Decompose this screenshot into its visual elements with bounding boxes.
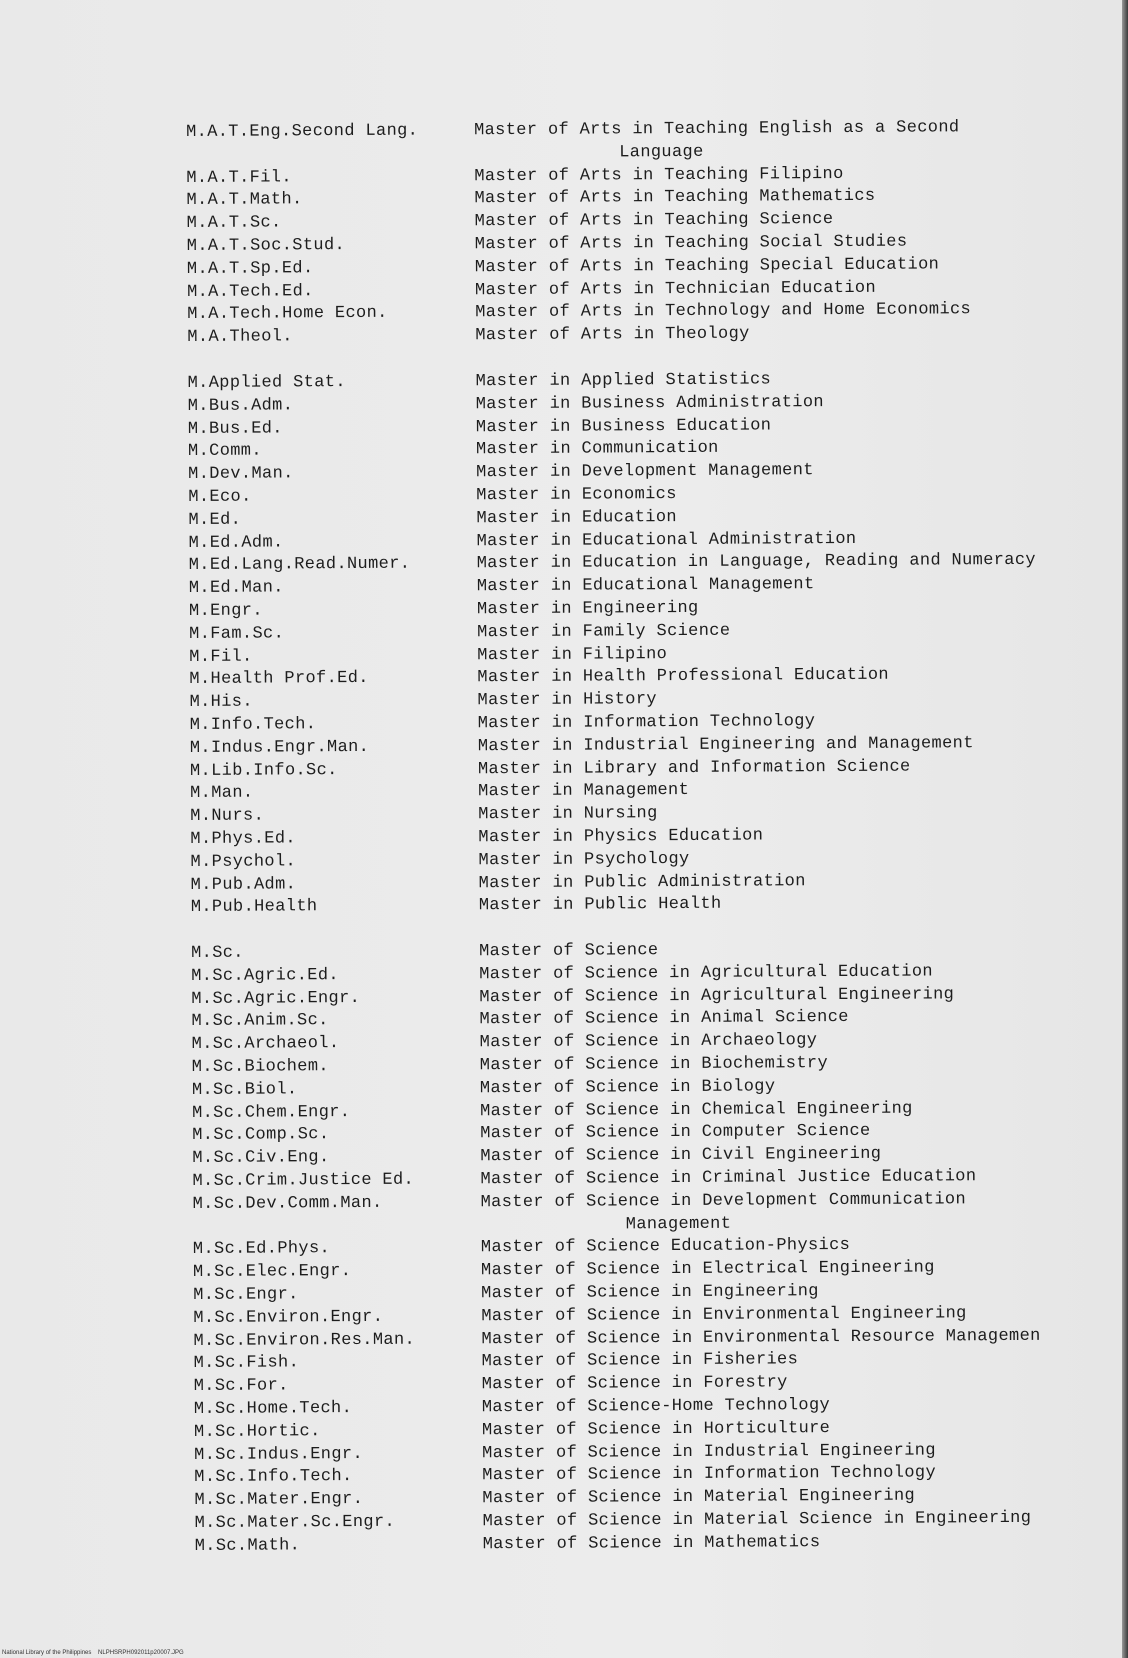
abbreviation: M.Sc.Ed.Phys.: [192, 1239, 331, 1260]
abbreviation: M.A.Tech.Ed.: [186, 281, 314, 302]
entry-group: [191, 937, 1128, 1558]
full-title-line: Master in Information Technology: [477, 712, 816, 734]
abbreviation: M.Sc.Agric.Ed.: [191, 965, 340, 986]
full-title-line: Master in Health Professional Education: [477, 666, 889, 688]
full-title-line: Master in Physics Education: [478, 826, 764, 848]
full-title-line: Master of Arts in Technology and Home Economics: [475, 300, 972, 323]
full-title-line: Master of Science: [479, 941, 659, 962]
full-title-line: Master in Development Management: [476, 461, 814, 483]
entry-row: [191, 892, 1127, 921]
full-title-line: Master of Science in Environmental Engineering: [481, 1304, 967, 1327]
full-title-line: Master in Business Education: [475, 415, 772, 437]
abbreviation: M.Ed.: [188, 510, 242, 530]
full-title: [474, 116, 1122, 166]
abbreviation: M.A.T.Eng.Second Lang.: [186, 121, 419, 142]
full-title-line: Master of Science in Industrial Engineering: [482, 1441, 936, 1463]
abbreviation: M.Sc.Agric.Engr.: [191, 988, 361, 1009]
abbreviation: M.Sc.Biol.: [191, 1080, 298, 1100]
full-title-line: Master of Arts in Teaching Social Studies: [474, 232, 908, 255]
full-title-line: Master of Arts in Teaching Filipino: [474, 164, 844, 186]
abbreviation: M.A.T.Fil.: [186, 167, 292, 188]
abbreviation: M.Ed.Man.: [188, 578, 284, 599]
abbreviation: M.A.Theol.: [187, 327, 293, 348]
abbreviation: M.Ed.Adm.: [188, 532, 284, 553]
abbreviation: M.Sc.Biochem.: [191, 1057, 330, 1078]
abbreviation: M.Sc.Crim.Justice Ed.: [192, 1170, 415, 1192]
entry-group: [188, 367, 1127, 920]
full-title: [483, 1530, 1128, 1557]
full-title-line: Master of Science-Home Technology: [481, 1396, 831, 1418]
full-title-line: Master of Science in Forestry: [481, 1373, 788, 1395]
abbreviation: M.Fam.Sc.: [189, 624, 285, 644]
abbreviation: M.Bus.Adm.: [187, 396, 294, 416]
full-title-line: Master of Science in Environmental Resource Managemen: [481, 1326, 1041, 1349]
full-title-line: Master in Applied Statistics: [475, 370, 772, 392]
abbreviation: M.Sc.: [191, 943, 244, 964]
abbreviation: M.Sc.Mater.Engr.: [194, 1490, 364, 1511]
full-title-line: Master of Science in Fisheries: [481, 1350, 799, 1372]
full-title-line: Master of Science in Material Engineering: [482, 1486, 916, 1509]
abbreviation: M.A.T.Math.: [186, 190, 303, 211]
abbreviation: M.Sc.Mater.Sc.Engr.: [194, 1512, 396, 1533]
full-title-line: Master in Public Administration: [478, 871, 806, 893]
abbreviation: M.Psychol.: [190, 852, 297, 872]
full-title-line: Master of Arts in Teaching Science: [474, 210, 834, 232]
full-title-line: Master of Science in Agricultural Engineering: [479, 985, 955, 1007]
full-title-line: Master in Management: [478, 781, 690, 802]
abbreviation: M.Lib.Info.Sc.: [189, 760, 338, 781]
abbreviation: M.Sc.Fish.: [193, 1353, 300, 1374]
full-title-line: Master of Science in Material Science in Engineering: [482, 1508, 1032, 1532]
entry-row: [186, 116, 1122, 167]
full-title-line: Master in Engineering: [476, 598, 699, 620]
full-title-line: Master in Economics: [476, 484, 677, 506]
abbreviation: M.Sc.For.: [193, 1376, 289, 1397]
full-title-line: Master in Public Health: [478, 895, 722, 916]
full-title-line: Master in Filipino: [477, 644, 668, 665]
full-title-line: Master of Science in Mathematics: [482, 1532, 821, 1555]
page-edge-shadow: [1122, 0, 1128, 1658]
scan-footer: National Library of the Philippines NLPHSRPH092011p20007.JPG: [2, 1650, 184, 1656]
full-title-line: Master in Psychology: [478, 849, 690, 870]
full-title-line: Master of Science in Animal Science: [479, 1008, 849, 1030]
abbreviation: M.Sc.Home.Tech.: [193, 1399, 353, 1420]
abbreviation: M.Comm.: [187, 441, 262, 462]
full-title-line: Master of Science in Electrical Engineering: [480, 1258, 935, 1281]
abbreviation: M.Pub.Health: [190, 897, 318, 918]
full-title-line: Master of Arts in Teaching English as a Second: [474, 118, 960, 141]
full-title-line: Master of Science in Civil Engineering: [480, 1145, 882, 1167]
full-title-line: Master of Science in Chemical Engineering: [479, 1099, 913, 1121]
abbreviation: M.Sc.Elec.Engr.: [192, 1262, 352, 1283]
full-title-line: Master in Communication: [475, 439, 719, 460]
abbreviation: M.Eco.: [188, 487, 252, 507]
abbreviation: M.Health Prof.Ed.: [189, 669, 369, 690]
abbreviation: M.Sc.Environ.Engr.: [193, 1307, 384, 1328]
abbreviation: M.Sc.Comp.Sc.: [192, 1125, 330, 1146]
abbreviation: M.Sc.Civ.Eng.: [192, 1148, 330, 1169]
full-title-line: Master of Science in Biology: [479, 1077, 776, 1099]
entry-row: [195, 1530, 1128, 1559]
abbreviation: M.Sc.Anim.Sc.: [191, 1011, 329, 1032]
abbreviation: M.Applied Stat.: [187, 372, 346, 393]
full-title-line: Master in Family Science: [477, 621, 731, 642]
abbreviation: M.Bus.Ed.: [187, 418, 283, 439]
full-title-line: Master of Science in Information Technology: [482, 1463, 937, 1486]
full-title-line: Master in Industrial Engineering and Management: [477, 733, 974, 756]
abbreviation: M.Ed.Lang.Read.Numer.: [188, 554, 411, 576]
full-title-continuation: Language: [619, 142, 704, 163]
abbreviation: M.Info.Tech.: [189, 715, 317, 735]
entry-row: [187, 321, 1123, 350]
full-title-line: Master in Education in Language, Reading and Numeracy: [476, 551, 1037, 574]
abbreviation: M.A.Tech.Home Econ.: [187, 304, 388, 325]
full-title-line: Master in History: [477, 690, 657, 711]
abbreviation: M.Sc.Info.Tech.: [194, 1467, 353, 1488]
abbreviation: M.Nurs.: [190, 806, 265, 827]
abbreviation: M.Sc.Indus.Engr.: [194, 1444, 364, 1465]
full-title-line: Master of Science in Agricultural Education: [479, 962, 933, 985]
entry-group: [186, 116, 1123, 350]
abbreviation: M.Indus.Engr.Man.: [189, 737, 370, 758]
abbreviation: M.Man.: [190, 783, 254, 804]
full-title-line: Master in Education: [476, 507, 677, 528]
full-title-line: Master of Science Education-Physics: [480, 1236, 851, 1258]
abbreviation: M.Sc.Engr.: [193, 1285, 299, 1306]
full-title-line: Master of Science in Computer Science: [480, 1122, 871, 1144]
full-title-line: Master of Arts in Theology: [475, 324, 750, 346]
full-title-line: Master in Nursing: [478, 804, 658, 825]
full-title: [479, 892, 1127, 919]
full-title-line: Master in Educational Management: [476, 575, 815, 597]
abbreviation: M.Sc.Hortic.: [193, 1422, 321, 1442]
abbreviation: M.Engr.: [188, 601, 263, 621]
full-title-line: Master of Science in Horticulture: [481, 1418, 831, 1441]
abbreviation: M.Sc.Math.: [194, 1536, 301, 1556]
full-title-line: Master of Arts in Technician Education: [474, 278, 877, 300]
abbreviation: M.Fil.: [189, 647, 253, 667]
full-title: [481, 1188, 1128, 1238]
abbreviation: M.Phys.Ed.: [190, 829, 296, 849]
full-title-continuation: Management: [625, 1214, 732, 1234]
full-title-line: Master of Science in Archaeology: [479, 1031, 818, 1053]
abbreviation: M.His.: [189, 692, 253, 713]
abbreviation: M.Sc.Chem.Engr.: [191, 1102, 351, 1123]
full-title-line: Master of Arts in Teaching Mathematics: [474, 187, 876, 209]
abbreviation: M.A.T.Sp.Ed.: [186, 259, 314, 279]
full-title: [475, 321, 1123, 348]
full-title-line: Master of Science in Criminal Justice Education: [480, 1167, 977, 1190]
abbreviation: M.Sc.Environ.Res.Man.: [193, 1330, 416, 1351]
full-title-line: Master of Science in Biochemistry: [479, 1054, 829, 1076]
abbreviation: M.Dev.Man.: [188, 464, 294, 485]
abbreviation-list: [186, 116, 1128, 1581]
full-title-line: Master of Science in Development Communication: [480, 1190, 967, 1213]
abbreviation: M.A.T.Soc.Stud.: [186, 236, 346, 256]
full-title-line: Master of Science in Engineering: [481, 1282, 819, 1304]
abbreviation: M.Sc.Dev.Comm.Man.: [192, 1193, 383, 1214]
full-title-line: Master in Educational Administration: [476, 529, 857, 551]
full-title-line: Master in Business Administration: [475, 392, 825, 415]
entry-row: [193, 1188, 1128, 1239]
abbreviation: M.Pub.Adm.: [190, 874, 297, 895]
full-title-line: Master in Library and Information Science: [477, 757, 911, 779]
abbreviation: M.A.T.Sc.: [186, 213, 282, 234]
full-title-line: Master of Arts in Teaching Special Education: [474, 255, 940, 278]
abbreviation: M.Sc.Archaeol.: [191, 1034, 340, 1055]
